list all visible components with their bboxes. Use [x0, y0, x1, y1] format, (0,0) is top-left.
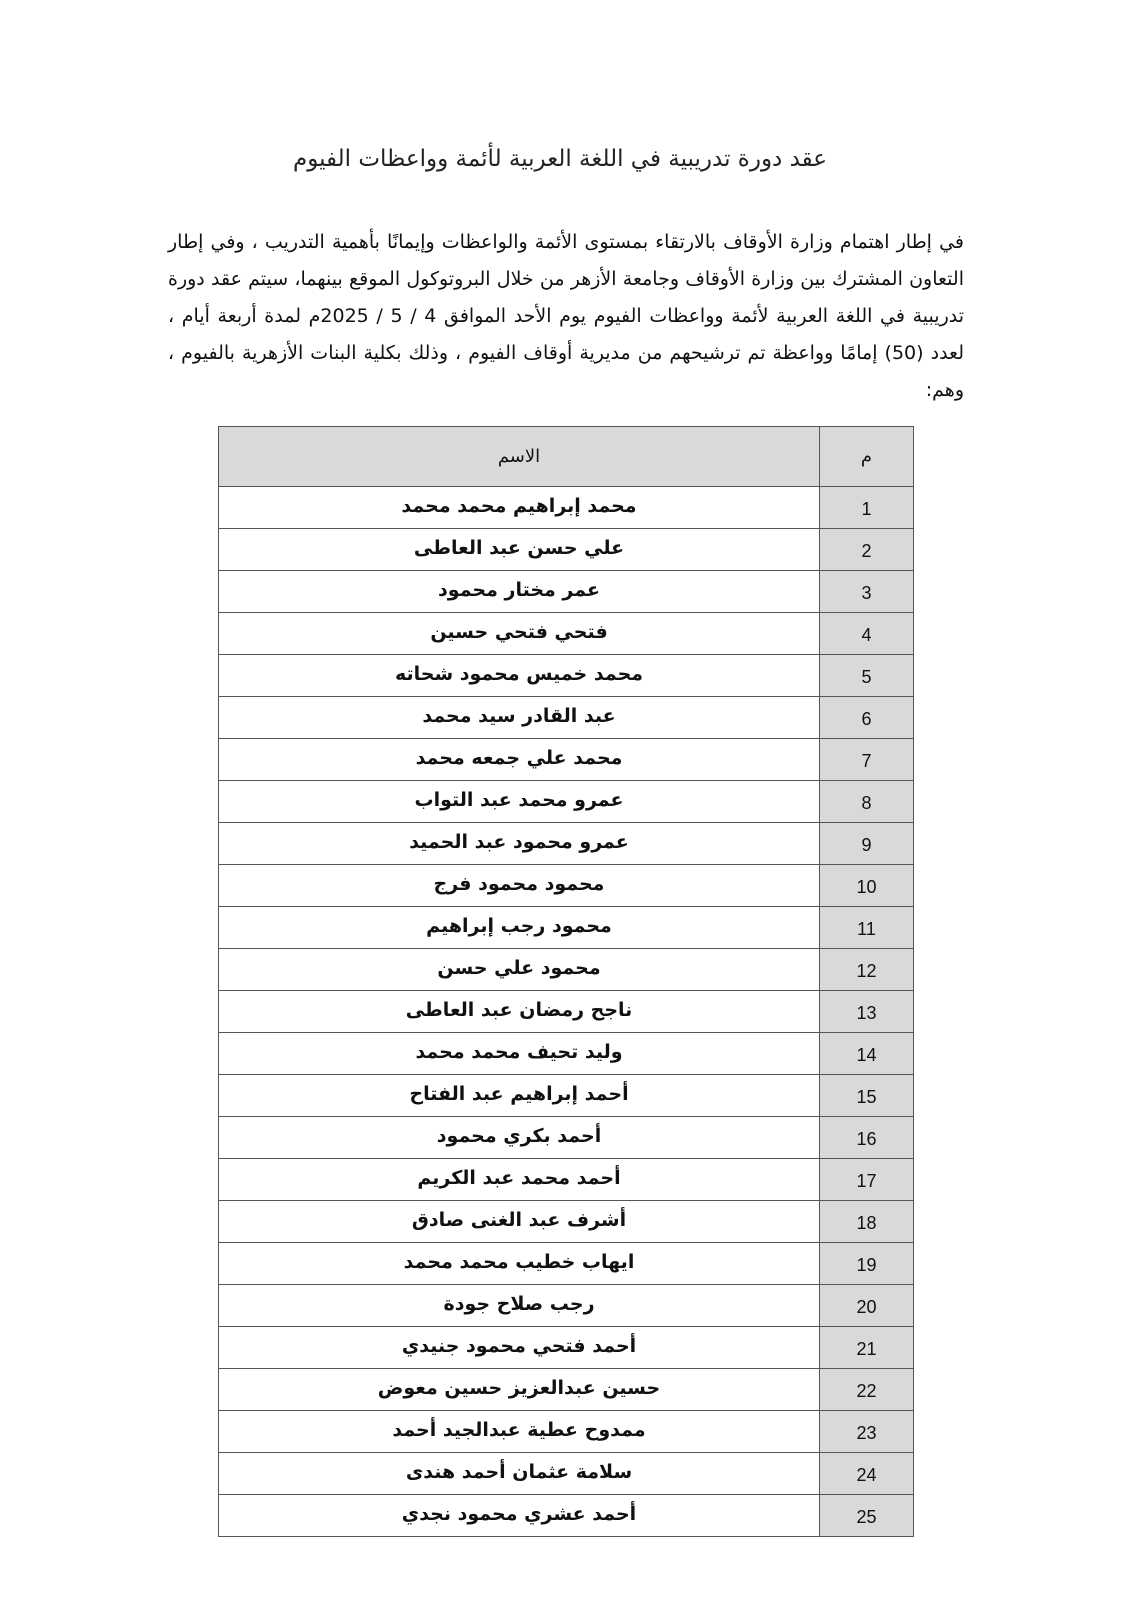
row-number: 13	[820, 991, 914, 1033]
table-row	[219, 991, 914, 1033]
row-number: 25	[820, 1495, 914, 1537]
participant-name: علي حسن عبد العاطى	[219, 529, 820, 571]
table-row	[219, 1411, 914, 1453]
table-row	[219, 1285, 914, 1327]
row-number: 23	[820, 1411, 914, 1453]
row-number: 7	[820, 739, 914, 781]
row-number: 15	[820, 1075, 914, 1117]
row-number: 17	[820, 1159, 914, 1201]
participant-name: أحمد إبراهيم عبد الفتاح	[219, 1075, 820, 1117]
participant-name: عمرو محمد عبد التواب	[219, 781, 820, 823]
row-number: 10	[820, 865, 914, 907]
participant-name: محمود محمود فرج	[219, 865, 820, 907]
participant-name: أحمد عشري محمود نجدي	[219, 1495, 820, 1537]
document-title: عقد دورة تدريبية في اللغة العربية لأئمة وواعظات الفيوم	[292, 146, 828, 172]
row-number: 16	[820, 1117, 914, 1159]
table-row	[219, 1117, 914, 1159]
row-number: 11	[820, 907, 914, 949]
participant-name: عمر مختار محمود	[219, 571, 820, 613]
participant-name: محمد إبراهيم محمد محمد	[219, 487, 820, 529]
row-number: 12	[820, 949, 914, 991]
row-number: 18	[820, 1201, 914, 1243]
table-row	[219, 1243, 914, 1285]
participant-name: أشرف عبد الغنى صادق	[219, 1201, 820, 1243]
table-row	[219, 1369, 914, 1411]
table-row	[219, 487, 914, 529]
table-row	[219, 781, 914, 823]
table-row	[219, 613, 914, 655]
row-number: 14	[820, 1033, 914, 1075]
participant-name: رجب صلاح جودة	[219, 1285, 820, 1327]
table-row	[219, 865, 914, 907]
participant-name: محمد خميس محمود شحاته	[219, 655, 820, 697]
participant-name: حسين عبدالعزيز حسين معوض	[219, 1369, 820, 1411]
table-header-row	[219, 427, 914, 487]
row-number: 20	[820, 1285, 914, 1327]
table-row	[219, 1327, 914, 1369]
row-number: 2	[820, 529, 914, 571]
row-number: 24	[820, 1453, 914, 1495]
row-number: 3	[820, 571, 914, 613]
table-row	[219, 1075, 914, 1117]
participant-name: وليد تحيف محمد محمد	[219, 1033, 820, 1075]
participant-name: ناجح رمضان عبد العاطى	[219, 991, 820, 1033]
row-number: 19	[820, 1243, 914, 1285]
table-row	[219, 949, 914, 991]
table-row	[219, 1453, 914, 1495]
participant-name: سلامة عثمان أحمد هندى	[219, 1453, 820, 1495]
row-number: 22	[820, 1369, 914, 1411]
intro-paragraph: في إطار اهتمام وزارة الأوقاف بالارتقاء بمستوى الأئمة والواعظات وإيمانًا بأهمية التدريب ، وفي إطار التعاون المشترك بين وزارة الأوقاف وجامعة الأزهر من خلال البروتوكول الموقع بينهما، سيتم عقد دورة تدريبية في اللغة العربية لأئمة وواعظات الفيوم يوم الأحد الموافق 4 / 5 / 2025م لمدة أربعة أيام ، لعدد (50) إمامًا وواعظة تم ترشيحهم من مديرية أوقاف الفيوم ، وذلك بكلية البنات الأزهرية بالفيوم ، وهم:	[168, 231, 965, 401]
table-row	[219, 1201, 914, 1243]
table-row	[219, 739, 914, 781]
participant-name: ايهاب خطيب محمد محمد	[219, 1243, 820, 1285]
row-number: 5	[820, 655, 914, 697]
table-body	[219, 487, 914, 1537]
participant-name: محمود علي حسن	[219, 949, 820, 991]
header-name: الاسم	[219, 427, 820, 487]
header-number: م	[820, 427, 914, 487]
participant-name: عبد القادر سيد محمد	[219, 697, 820, 739]
table-row	[219, 655, 914, 697]
participants-table	[218, 426, 914, 1537]
participant-name: عمرو محمود عبد الحميد	[219, 823, 820, 865]
row-number: 6	[820, 697, 914, 739]
participant-name: محمود رجب إبراهيم	[219, 907, 820, 949]
participant-name: محمد علي جمعه محمد	[219, 739, 820, 781]
participant-name: أحمد فتحي محمود جنيدي	[219, 1327, 820, 1369]
row-number: 9	[820, 823, 914, 865]
table-row	[219, 697, 914, 739]
participant-name: ممدوح عطية عبدالجيد أحمد	[219, 1411, 820, 1453]
table-row	[219, 823, 914, 865]
row-number: 1	[820, 487, 914, 529]
table-row	[219, 907, 914, 949]
table-row	[219, 1159, 914, 1201]
row-number: 8	[820, 781, 914, 823]
table-row	[219, 1033, 914, 1075]
row-number: 21	[820, 1327, 914, 1369]
table-row	[219, 529, 914, 571]
participant-name: أحمد بكري محمود	[219, 1117, 820, 1159]
table-row	[219, 571, 914, 613]
participant-name: فتحي فتحي حسين	[219, 613, 820, 655]
table-row	[219, 1495, 914, 1537]
participant-name: أحمد محمد عبد الكريم	[219, 1159, 820, 1201]
row-number: 4	[820, 613, 914, 655]
